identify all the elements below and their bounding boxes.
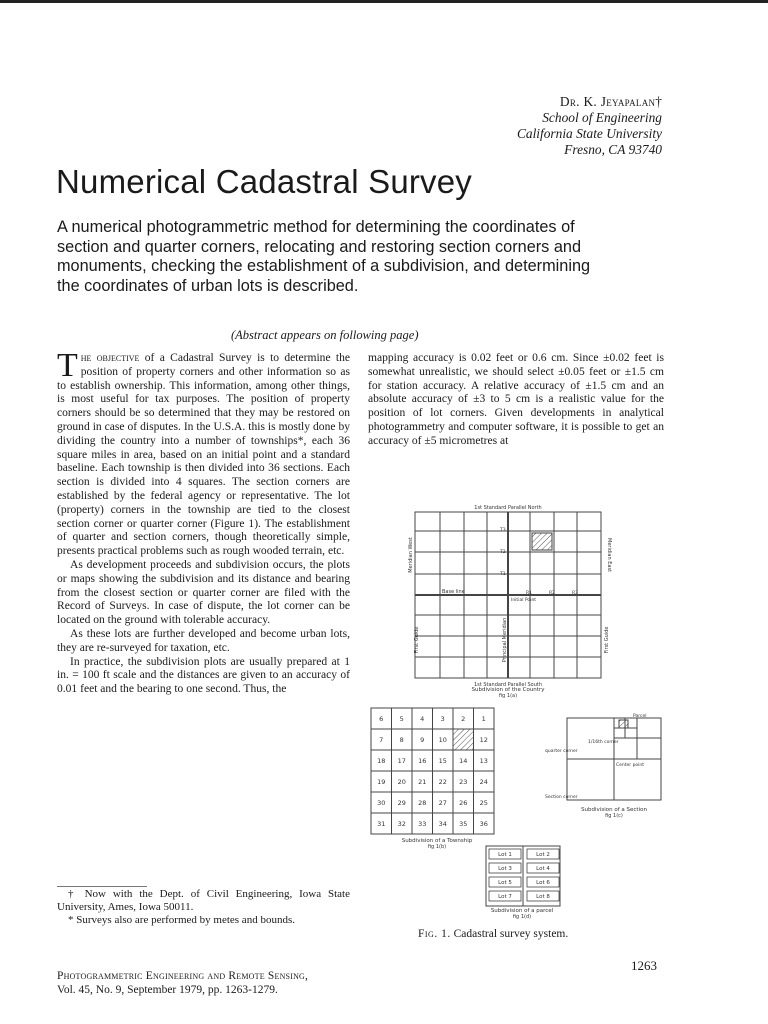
fig-b-caption: Subdivision of a Township [401,838,473,844]
township-section-number: 2 [461,715,466,723]
township-section-number: 30 [377,799,386,807]
township-section-number: 32 [397,820,406,828]
township-section-number: 12 [479,736,488,744]
paragraph-3: As these lots are further developed and become urban lots, they are re-surveyed for taxation, etc. [57,627,350,654]
township-section-number: 4 [420,715,425,723]
footnotes [57,888,350,927]
fig-c-sixteenth-corner: 1/16th corner [588,740,619,745]
fig-c-caption: Subdivision of a Section [581,807,647,813]
fig-a-principal-meridian: Principal Meridian [502,617,508,663]
lot-label: Lot 2 [536,852,550,858]
footnote-dagger: † Now with the Dept. of Civil Engineering, Iowa State University, Ames, Iowa 50011. [57,888,350,913]
fig-c-parcel: Parcel [633,714,647,719]
figure-1d [486,846,560,906]
drop-cap: T [57,352,78,384]
author-affiliation-3: Fresno, CA 93740 [564,142,662,157]
township-section-number: 28 [418,799,427,807]
footnote-rule [57,886,147,887]
fig-d-fig-label: fig 1(d) [512,914,532,920]
township-section-number: 7 [379,736,384,744]
township-section-number: 21 [418,778,427,786]
paragraph-2: As development proceeds and subdivision occurs, the plots or maps showing the subdivision and its distance and bearing from the closest section or quarter corner are filed with the Record of Surveys. In case of dispute, the lot corner can be located on the ground with tolerable accuracy. [57,558,350,627]
journal-volume: Vol. 45, No. 9, September 1979, pp. 1263-1279. [57,983,278,996]
township-section-number: 19 [377,778,386,786]
township-section-number: 33 [418,820,427,828]
fig-b-fig-label: fig 1(b) [427,844,447,850]
township-section-number: 8 [399,736,404,744]
fig-a-caption: Subdivision of the Country [471,687,545,693]
fig-a-r3: R3 [572,591,578,596]
township-section-cell [453,729,474,750]
fig-c-section-corner: Section corner [545,795,578,800]
lot-label: Lot 7 [498,894,512,900]
fig-c-fig-label: fig 1(c) [605,813,623,819]
fig-a-first-guide-right: First Guide [604,626,610,654]
township-section-number: 26 [459,799,468,807]
township-section-number: 14 [459,757,468,765]
lot-label: Lot 8 [536,894,550,900]
body-column-right [368,352,664,488]
journal-name: Photogrammetric Engineering and Remote Sensing, [57,970,309,982]
township-section-number: 3 [440,715,445,723]
fig-a-west-meridian: Meridian West [408,537,414,573]
fig-a-r1: R1 [526,591,532,596]
township-section-number: 18 [377,757,386,765]
township-section-number: 1 [481,715,486,723]
author-dagger: † [655,94,662,109]
paragraph-4: In practice, the subdivision plots are usually prepared at 1 in. = 100 ft scale and the distances are given to an accuracy of 0.01 feet and the bearing to one second. Thus, the [57,655,350,696]
township-section-number: 10 [438,736,447,744]
township-hatched [532,533,552,550]
figure-1 [365,500,665,930]
figure-caption [418,928,568,940]
abstract-note: (Abstract appears on following page) [231,328,419,342]
township-section-number: 36 [479,820,488,828]
lead-smallcaps: he objective [80,352,140,364]
author-affiliation-2: California State University [516,126,662,141]
fig-a-initial-point: Initial Point [511,598,537,603]
township-section-number: 35 [459,820,468,828]
township-section-number: 23 [459,778,468,786]
fig-c-center-point: Center point [616,763,645,768]
township-section-number: 20 [397,778,406,786]
paper-title: Numerical Cadastral Survey [56,163,473,200]
township-section-number: 16 [418,757,427,765]
township-section-number: 22 [438,778,447,786]
body-column-left [57,352,350,887]
figure-caption-text: Cadastral survey system. [453,928,569,940]
fig-a-t3: T3 [500,528,506,533]
township-section-number: 27 [438,799,447,807]
author-name: Dr. K. Jeyapalan [559,94,656,109]
fig-c-quarter-corner: quarter corner [545,749,578,754]
figure-1b [371,708,494,834]
parcel-hatched [619,720,628,728]
township-section-number: 17 [397,757,406,765]
township-section-number: 9 [420,736,425,744]
author-affiliation-1: School of Engineering [542,110,662,125]
lot-label: Lot 5 [498,880,512,886]
township-section-number: 24 [479,778,488,786]
fig-a-bottom-label: 1st Standard Parallel South [473,682,543,688]
fig-a-t1: T1 [500,572,506,577]
lot-label: Lot 4 [536,866,550,872]
township-section-number: 13 [479,757,488,765]
author-block [517,94,662,158]
paragraph-1-text: of a Cadastral Survey is to determine the position of property corners and other information so as to establish ownership. This information, among other things, is most useful for tax purposes. The position of property corners should be so determined that they may be restored on ground in case of disputes. In the U.S.A. this is mostly done by dividing the country into a number of townships*, each 36 square miles in area, based on an initial point and a standard baseline. Each township is then divided into 36 sections. Each section is divided into 4 squares. The section corners are established by the federal agency or representative. The lot (property) corners in the township are tied to the closest section corner or quarter corner (Figure 1). The establishment of quarter and section corners, though theoretically simple, presents practical problems such as rough wooded terrain, etc. [57,352,350,558]
lot-label: Lot 3 [498,866,512,872]
fig-a-t2: T2 [500,550,506,555]
township-section-number: 25 [479,799,488,807]
top-rule [0,0,768,3]
lot-label: Lot 6 [536,880,550,886]
paragraph-1 [57,352,350,559]
township-section-number: 6 [379,715,384,723]
journal-citation [57,970,308,997]
abstract: A numerical photogrammetric method for determining the coordinates of section and quarter corners, relocating and restoring section corners and monuments, checking the establishment of a subdivision, and determining the coordinates of urban lots is described. [57,218,591,295]
page-number: 1263 [631,958,657,973]
figure-1c [567,718,661,800]
fig-d-caption: Subdivision of a parcel [490,908,554,914]
fig-a-r2: R2 [549,591,555,596]
fig-a-top-label: 1st Standard Parallel North [474,505,542,511]
township-section-number: 31 [377,820,386,828]
fig-a-fig-label: fig 1(a) [498,693,518,699]
township-section-number: 34 [438,820,447,828]
lot-label: Lot 1 [498,852,512,858]
township-section-number: 5 [399,715,404,723]
township-section-number: 29 [397,799,406,807]
figure-caption-label: Fig. 1. [418,928,451,940]
fig-a-first-guide-left: First Guide [414,626,420,654]
fig-a-east-meridian: Meridian East [606,537,612,573]
footnote-asterisk: * Surveys also are performed by metes and bounds. [68,914,295,926]
paragraph-col2: mapping accuracy is 0.02 feet or 0.6 cm. Since ±0.02 feet is somewhat unrealistic, we should select ±0.05 feet or ±1.5 cm for station accuracy. A relative accuracy of ±1.5 cm and an absolute accuracy of ±3 to 5 cm is a realistic value for the position of lot corners. Given developments in analytical photogrammetry and computer software, it is possible to get an accuracy of ±5 micrometres at [368,352,664,447]
fig-a-base-line: Base line [442,589,465,595]
township-section-number: 15 [438,757,447,765]
